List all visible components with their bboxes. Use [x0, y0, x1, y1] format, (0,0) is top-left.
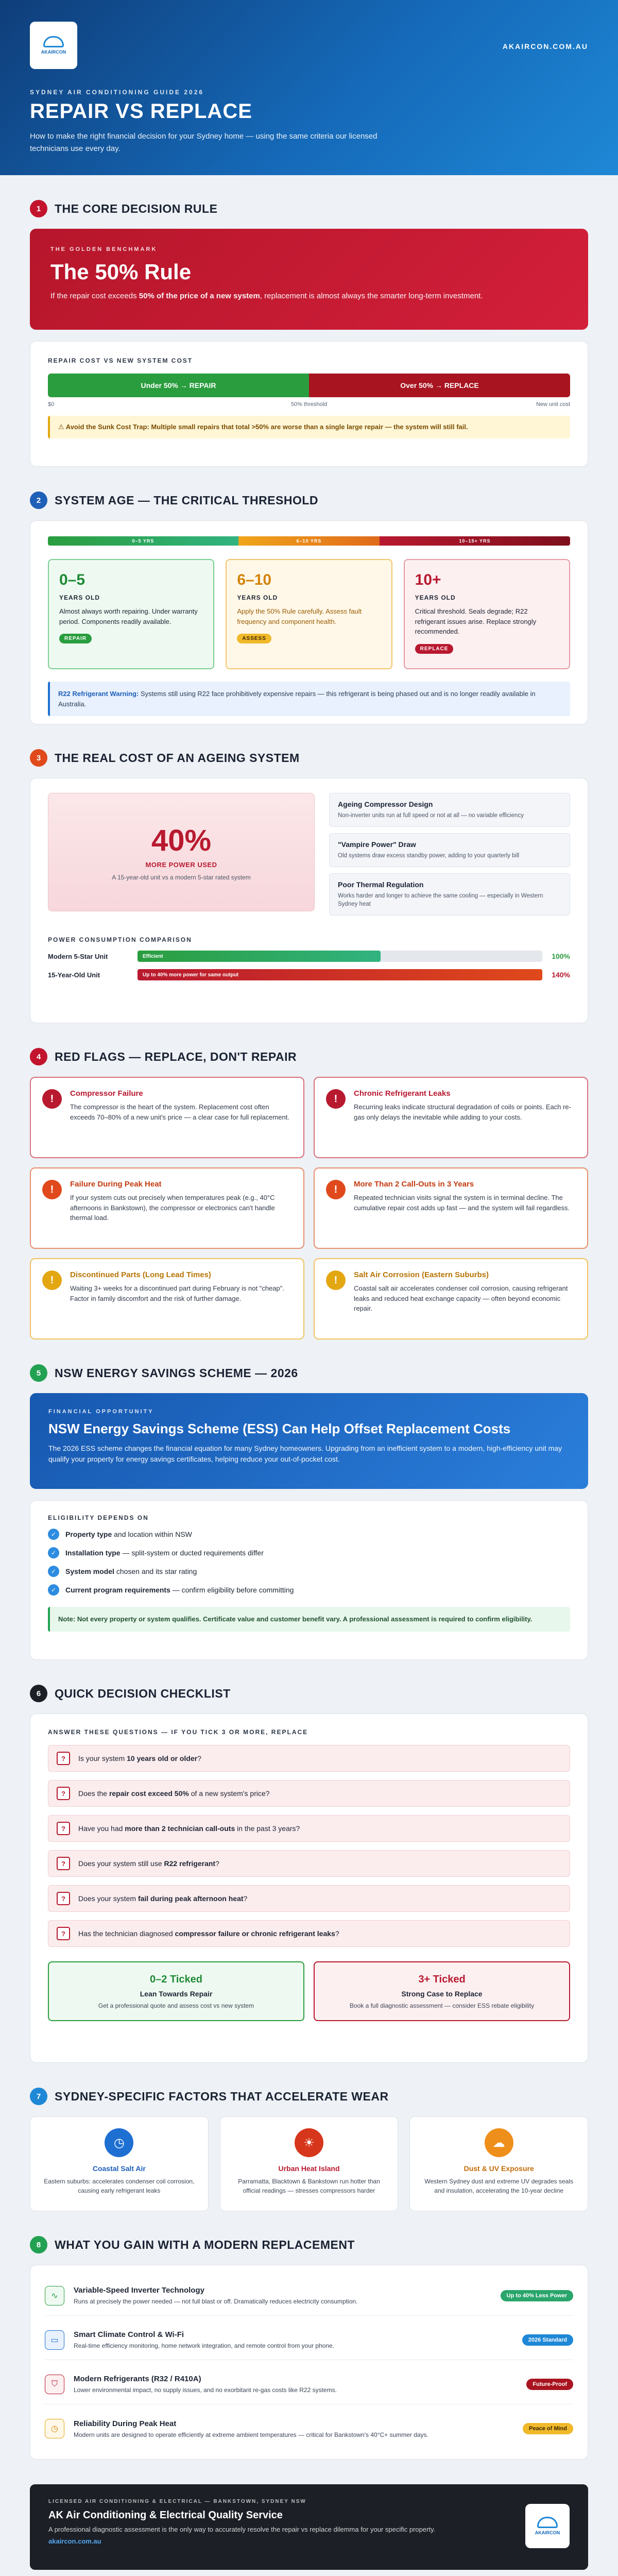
age-band-old: 10–15+ YRS	[380, 536, 570, 546]
age-col-mid	[226, 559, 392, 669]
checklist-question[interactable]: ? Does the repair cost exceed 50% of a new system's price?	[48, 1780, 570, 1807]
power-stat-value: 40%	[151, 824, 212, 857]
clock-icon: ◷	[45, 2419, 64, 2438]
hero-banner	[0, 0, 618, 175]
gain-tag: Up to 40% Less Power	[501, 2290, 573, 2301]
gain-smart: ▭ Smart Climate Control & Wi-Fi Real-time efficiency monitoring, home network integration, and remote control from your phone. 2026 Standard	[45, 2320, 573, 2360]
gain-tag: 2026 Standard	[522, 2334, 573, 2346]
repair-segment: Under 50% → REPAIR	[48, 374, 309, 397]
alert-icon: !	[326, 1089, 346, 1109]
age-desc: Apply the 50% Rule carefully. Assess fault frequency and component health.	[237, 607, 362, 625]
hero-subtitle: How to make the right financial decision for your Sydney home — using the same criteria our licensed technicians use every day.	[30, 132, 377, 153]
age-desc: Critical threshold. Seals degrade; R22 refrigerant issues arise. Replace strongly recommended.	[415, 607, 537, 635]
eligibility-item: ✓ Current program requirements — confirm eligibility before committing	[48, 1584, 570, 1596]
checklist-question[interactable]: ? Is your system 10 years old or older?	[48, 1745, 570, 1772]
axis-end: New unit cost	[536, 401, 570, 408]
factor-item: "Vampire Power" Draw Old systems draw excess standby power, adding to your quarterly bill	[329, 833, 570, 867]
logo-mark-icon	[43, 36, 64, 47]
flag-title: Failure During Peak Heat	[70, 1180, 162, 1189]
eligibility-title: ELIGIBILITY DEPENDS ON	[48, 1514, 149, 1521]
power-row-label: Modern 5-Star Unit	[48, 952, 108, 960]
brand-logo[interactable]	[30, 22, 77, 69]
shield-icon: ⛉	[45, 2375, 64, 2394]
section-title: SYSTEM AGE — THE CRITICAL THRESHOLD	[55, 493, 319, 507]
flag-desc: Repeated technician visits signal the system is in terminal decline. The cumulative repair cost adds up fast — and the system will fail regardless.	[354, 1194, 570, 1212]
section-number: 8	[30, 2236, 47, 2253]
ess-headline: NSW Energy Savings Scheme (ESS) Can Help Offset Replacement Costs	[48, 1421, 511, 1436]
gain-inverter: ∿ Variable-Speed Inverter Technology Runs at precisely the power needed — not full blast or off. Dramatically reduces electricity consumption. Up to 40% Less Power	[45, 2276, 573, 2316]
age-band-mid: 6–10 YRS	[238, 536, 380, 546]
flag-title: Chronic Refrigerant Leaks	[354, 1089, 451, 1098]
power-row-modern	[48, 951, 570, 962]
factor-item: Poor Thermal Regulation Works harder and longer to achieve the same cooling — especially in Western Sydney heat	[329, 873, 570, 916]
age-range: 10+	[415, 571, 441, 588]
section-title: THE REAL COST OF AN AGEING SYSTEM	[55, 751, 300, 765]
age-band-new: 0–5 YRS	[48, 536, 238, 546]
gain-refrigerant: ⛉ Modern Refrigerants (R32 / R410A) Lower environmental impact, no supply issues, and no exorbitant re-gas costs like R22 systems. Future-Proof	[45, 2364, 573, 2404]
repair-badge: REPAIR	[59, 634, 92, 643]
threshold-axis	[48, 401, 570, 408]
section-title: NSW ENERGY SAVINGS SCHEME — 2026	[55, 1366, 298, 1380]
ess-description: The 2026 ESS scheme changes the financial equation for many Sydney homeowners. Upgrading from an inefficient system to a modern, high-efficiency unit may qualify your property for energy savings certificates, helping reduce your out-of-pocket cost.	[48, 1444, 562, 1463]
footer-title: AK Air Conditioning & Electrical Quality Service	[48, 2510, 283, 2521]
checkbox[interactable]: ?	[57, 1752, 70, 1765]
flag-title: More Than 2 Call-Outs in 3 Years	[354, 1180, 474, 1189]
flag-desc: Waiting 3+ weeks for a discontinued part during February is not "cheap". Factor in family discomfort and the risk of further damage.	[70, 1284, 284, 1302]
logo-mark-icon	[537, 2517, 558, 2528]
cloud-icon: ☁	[485, 2128, 513, 2157]
eligibility-item: ✓ Installation type — split-system or ducted requirements differ	[48, 1547, 570, 1558]
section-red-flags	[30, 1023, 588, 1340]
red-flag-card	[30, 1077, 304, 1158]
monitor-icon: ▭	[45, 2330, 64, 2350]
site-link[interactable]: AKAIRCON.COM.AU	[502, 42, 588, 50]
checkbox[interactable]: ?	[57, 1822, 70, 1835]
section-title: RED FLAGS — REPLACE, DON'T REPAIR	[55, 1049, 297, 1063]
age-col-old	[404, 559, 570, 669]
section-sydney-factors	[30, 2063, 588, 2211]
ess-banner	[30, 1393, 588, 1489]
logo-text: AKAIRCON	[41, 49, 66, 55]
question-list	[48, 1745, 570, 1947]
assess-badge: ASSESS	[237, 634, 271, 643]
power-stat-sub: A 15-year-old unit vs a modern 5-star rated system	[112, 874, 251, 881]
checklist-question[interactable]: ? Has the technician diagnosed compressor failure or chronic refrigerant leaks?	[48, 1920, 570, 1947]
replace-badge: REPLACE	[415, 644, 454, 654]
red-flag-grid	[30, 1077, 588, 1340]
checkbox[interactable]: ?	[57, 1927, 70, 1940]
factor-item: Ageing Compressor Design Non-inverter units run at full speed or not at all — no variable efficiency	[329, 793, 570, 827]
footer	[30, 2484, 588, 2570]
checklist-question[interactable]: ? Does your system fail during peak afternoon heat?	[48, 1885, 570, 1912]
checklist-intro: ANSWER THESE QUESTIONS — IF YOU TICK 3 OR MORE, REPLACE	[48, 1728, 308, 1736]
gain-tag: Future-Proof	[526, 2379, 573, 2390]
gain-reliability: ◷ Reliability During Peak Heat Modern units are designed to operate efficiently at extreme ambient temperatures — critical for Bankstown's 40°C+ summer days. Peace of Mind	[45, 2409, 573, 2449]
section-number: 3	[30, 749, 47, 767]
golden-benchmark-card	[30, 229, 588, 330]
checklist-question[interactable]: ? Have you had more than 2 technician call-outs in the past 3 years?	[48, 1815, 570, 1842]
sun-icon: ☀	[295, 2128, 323, 2157]
section-real-cost	[30, 724, 588, 1023]
section-title: SYDNEY-SPECIFIC FACTORS THAT ACCELERATE WEAR	[55, 2089, 389, 2103]
red-flag-card	[314, 1167, 588, 1249]
eligibility-item: ✓ System model chosen and its star rating	[48, 1566, 570, 1577]
section-core-rule	[30, 175, 588, 467]
logo-text: AKAIRCON	[535, 2530, 560, 2535]
section-number: 6	[30, 1685, 47, 1702]
section-title: WHAT YOU GAIN WITH A MODERN REPLACEMENT	[55, 2238, 355, 2251]
checkbox[interactable]: ?	[57, 1787, 70, 1800]
checkbox[interactable]: ?	[57, 1892, 70, 1905]
check-icon: ✓	[48, 1584, 59, 1596]
eligibility-card	[30, 1500, 588, 1660]
alert-icon: !	[326, 1270, 346, 1290]
power-stat-label: MORE POWER USED	[145, 861, 217, 869]
power-comparison-title: POWER CONSUMPTION COMPARISON	[48, 936, 192, 944]
threshold-bar	[48, 374, 570, 397]
age-label: YEARS OLD	[59, 594, 100, 601]
alert-icon: !	[42, 1180, 62, 1199]
golden-description: If the repair cost exceeds 50% of the price of a new system, replacement is almost always the smarter long-term investment.	[50, 292, 483, 300]
eligibility-list	[48, 1529, 570, 1596]
red-flag-card	[314, 1077, 588, 1158]
flag-desc: Coastal salt air accelerates condenser coil corrosion, causing refrigerant leaks and reduced heat exchange capacity — often beyond economic repair.	[354, 1284, 568, 1312]
gains-card	[30, 2265, 588, 2460]
factor-card-salt: ◷ Coastal Salt Air Eastern suburbs: accelerates condenser coil corrosion, causing early refrigerant leaks	[30, 2116, 209, 2211]
cost-factors	[329, 793, 570, 916]
red-flag-card	[314, 1258, 588, 1340]
replace-segment: Over 50% → REPLACE	[309, 374, 570, 397]
flag-title: Discontinued Parts (Long Lead Times)	[70, 1270, 211, 1279]
footer-kicker: LICENSED AIR CONDITIONING & ELECTRICAL — BANKSTOWN, SYDNEY NSW	[48, 2499, 306, 2504]
cost-bar-title: REPAIR COST VS NEW SYSTEM COST	[48, 357, 193, 364]
age-desc: Almost always worth repairing. Under warranty period. Components readily available.	[59, 607, 198, 625]
red-flag-card	[30, 1258, 304, 1340]
flag-desc: Recurring leaks indicate structural degradation of coils or points. Each re-gas only delays the inevitable while adding to your costs.	[354, 1103, 571, 1121]
footer-description: A professional diagnostic assessment is the only way to accurately resolve the repair vs replace dilemma for your specific property.	[48, 2526, 436, 2533]
alert-icon: !	[42, 1270, 62, 1290]
age-card	[30, 520, 588, 724]
sunk-cost-warning: ⚠ Avoid the Sunk Cost Trap: Multiple small repairs that total >50% are worse than a single large repair — the system will still fail.	[48, 416, 570, 438]
verdict-repair: 0–2 Ticked Lean Towards Repair Get a professional quote and assess cost vs new system	[48, 1961, 304, 2021]
flag-title: Compressor Failure	[70, 1089, 143, 1098]
real-cost-card	[30, 778, 588, 1023]
check-icon: ✓	[48, 1529, 59, 1540]
age-col-new	[48, 559, 214, 669]
age-range: 6–10	[237, 571, 272, 588]
hero-kicker: SYDNEY AIR CONDITIONING GUIDE 2026	[30, 89, 204, 96]
eligibility-note: Note: Not every property or system qualifies. Certificate value and customer benefit vary. A professional assessment is required to confirm eligibility.	[48, 1607, 570, 1632]
power-stat-box	[48, 793, 315, 911]
factor-card-heat: ☀ Urban Heat Island Parramatta, Blacktown & Bankstown run hotter than official readings — stresses compressors harder	[220, 2116, 399, 2211]
power-bar-modern: Efficient	[138, 951, 381, 962]
footer-link[interactable]: akaircon.com.au	[48, 2537, 101, 2545]
r22-warning: R22 Refrigerant Warning: Systems still using R22 face prohibitively expensive repairs — this refrigerant is being phased out and is no longer readily available in Australia.	[48, 682, 570, 716]
section-title: THE CORE DECISION RULE	[55, 201, 218, 215]
red-flag-card	[30, 1167, 304, 1249]
section-gains	[30, 2211, 588, 2460]
golden-kicker: THE GOLDEN BENCHMARK	[50, 246, 158, 252]
power-bar-old: Up to 40% more power for same output	[138, 969, 542, 980]
axis-mid: 50% threshold	[290, 401, 328, 408]
alert-icon: !	[42, 1089, 62, 1109]
age-label: YEARS OLD	[415, 594, 456, 601]
clock-icon: ◷	[105, 2128, 133, 2157]
cost-comparison-card	[30, 341, 588, 467]
checklist-card	[30, 1714, 588, 2063]
section-number: 5	[30, 1364, 47, 1382]
section-number: 4	[30, 1048, 47, 1065]
power-row-old	[48, 969, 570, 980]
section-ess	[30, 1340, 588, 1660]
check-icon: ✓	[48, 1566, 59, 1577]
power-row-value: 100%	[552, 952, 570, 961]
golden-title: The 50% Rule	[50, 260, 192, 284]
section-system-age	[30, 467, 588, 724]
flag-desc: The compressor is the heart of the system. Replacement cost often exceeds 70–80% of a new unit's price — a clear case for full replacement.	[70, 1103, 289, 1121]
footer-logo[interactable]	[525, 2504, 570, 2548]
ess-kicker: FINANCIAL OPPORTUNITY	[48, 1409, 154, 1415]
flag-desc: If your system cuts out precisely when temperatures peak (e.g., 40°C afternoons in Bankstown), the compressor or electronics can't handle thermal load.	[70, 1194, 275, 1222]
verdict-replace: 3+ Ticked Strong Case to Replace Book a full diagnostic assessment — consider ESS rebate eligibility	[314, 1961, 570, 2021]
age-range: 0–5	[59, 571, 85, 588]
alert-icon: !	[326, 1180, 346, 1199]
eligibility-item: ✓ Property type and location within NSW	[48, 1529, 570, 1540]
checklist-question[interactable]: ? Does your system still use R22 refrigerant?	[48, 1850, 570, 1877]
section-title: QUICK DECISION CHECKLIST	[55, 1686, 231, 1700]
section-number: 1	[30, 200, 47, 217]
power-row-label: 15-Year-Old Unit	[48, 971, 100, 979]
checkbox[interactable]: ?	[57, 1857, 70, 1870]
power-row-value: 140%	[552, 971, 570, 979]
flag-title: Salt Air Corrosion (Eastern Suburbs)	[354, 1270, 489, 1279]
page-title: REPAIR VS REPLACE	[30, 100, 252, 123]
check-icon: ✓	[48, 1547, 59, 1558]
section-number: 2	[30, 492, 47, 509]
pulse-icon: ∿	[45, 2286, 64, 2306]
age-label: YEARS OLD	[237, 594, 278, 601]
axis-start: $0	[48, 401, 55, 408]
section-number: 7	[30, 2088, 47, 2105]
age-scale-bar	[48, 536, 570, 546]
gain-tag: Peace of Mind	[523, 2423, 573, 2434]
factor-card-dust: ☁ Dust & UV Exposure Western Sydney dust and extreme UV degrades seals and insulation, accelerating the 10-year decline	[409, 2116, 588, 2211]
section-checklist	[30, 1660, 588, 2063]
